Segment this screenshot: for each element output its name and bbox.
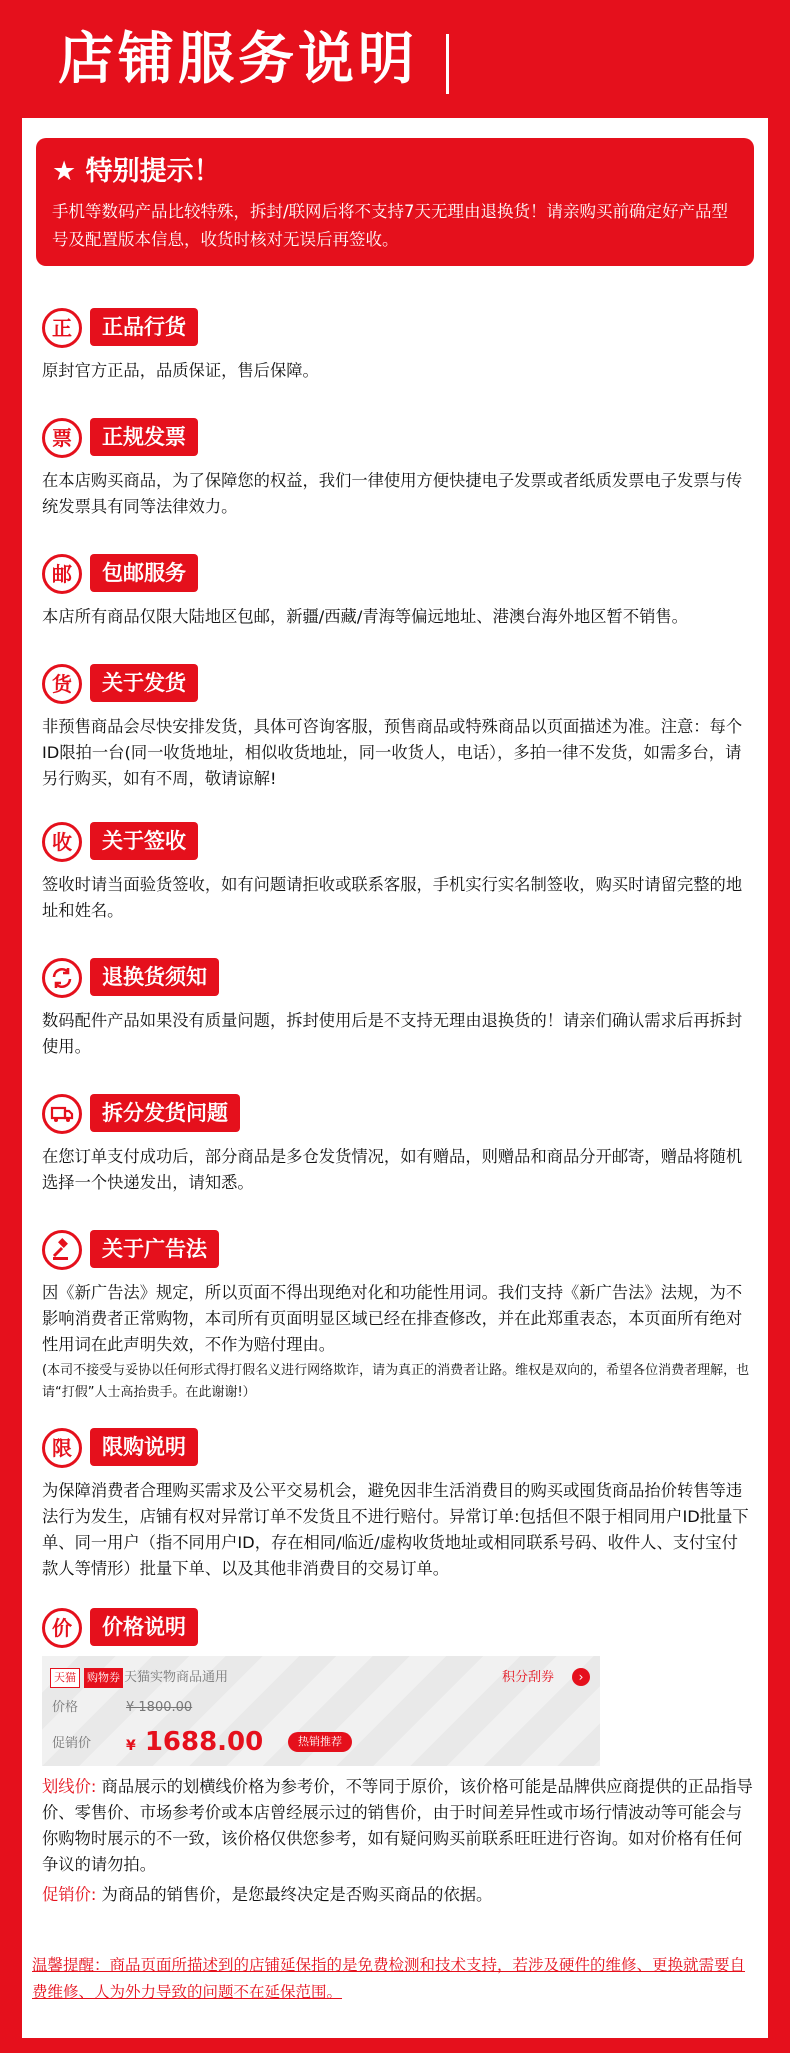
section-title: 关于广告法 <box>90 1230 219 1268</box>
section-receipt <box>42 818 754 924</box>
special-notice <box>36 138 754 266</box>
section-limit <box>42 1424 754 1582</box>
notice-title: ★ 特别提示！ <box>52 156 221 187</box>
title-divider <box>446 34 449 94</box>
refresh-icon <box>42 958 82 998</box>
chevron-right-icon[interactable]: › <box>572 1668 590 1686</box>
section-body: 在您订单支付成功后，部分商品是多仓发货情况，如有赠品，则赠品和商品分开邮寄，赠品将随机选择一个快递发出，请知悉。 <box>42 1147 743 1192</box>
section-title: 关于发货 <box>90 664 198 702</box>
section-note: (本司不接受与妥协以任何形式得打假名义进行网络欺诈，请为真正的消费者让路。维权是双向的，希望各位消费者理解，也请“打假”人士高抬贵手。在此谢谢!） <box>42 1363 750 1400</box>
section-body: 为保障消费者合理购买需求及公平交易机会，避免因非生活消费目的购买或囤货商品抬价转售等违法行为发生，店铺有权对异常订单不发货且不进行赔付。异常订单:包括但不限于相同用户ID批量下单、同一用户（指不同用户ID，存在相同/临近/虚构收货地址或相同联系号码、收件人、支付宝付款人等情形）批量下单、以及其他非消费目的交易订单。 <box>42 1481 749 1578</box>
promo-price-desc <box>42 1882 754 1908</box>
price-icon: 价 <box>42 1608 82 1648</box>
section-title: 拆分发货问题 <box>90 1094 240 1132</box>
genuine-icon: 正 <box>42 308 82 348</box>
section-title: 包邮服务 <box>90 554 198 592</box>
section-body: 非预售商品会尽快安排发货，具体可咨询客服，预售商品或特殊商品以页面描述为准。注意：每个ID限拍一台(同一收货地址，相似收货地址，同一收货人，电话），多拍一律不发货，如需多台，请另行购买，如有不周，敬请谅解! <box>42 717 743 788</box>
promo-text: 为商品的销售价，是您最终决定是否购买商品的依据。 <box>101 1885 493 1904</box>
hot-badge: 热销推荐 <box>288 1732 352 1752</box>
points-link[interactable]: 积分刮券 <box>502 1670 555 1685</box>
section-body: 签收时请当面验货签收，如有问题请拒收或联系客服，手机实行实名制签收，购买时请留完整的地址和姓名。 <box>42 875 743 920</box>
currency-symbol: ¥ <box>126 1738 136 1754</box>
page-title: 店铺服务说明 <box>58 27 418 92</box>
mail-icon: 邮 <box>42 554 82 594</box>
list-price: ¥ 1800.00 <box>126 1700 193 1715</box>
section-invoice <box>42 414 754 520</box>
list-price-label: 价格 <box>52 1700 79 1715</box>
promo-label: 促销价: <box>42 1885 97 1904</box>
gavel-icon <box>42 1230 82 1270</box>
strike-price-desc <box>42 1774 754 1878</box>
strike-text: 商品展示的划横线价格为参考价，不等同于原价，该价格可能是品牌供应商提供的正品指导价、零售价、市场参考价或本店曾经展示过的销售价，由于时间差异性或市场行情波动等可能会与你购物时展示的不一致，该价格仅供您参考，如有疑问购买前联系旺旺进行咨询。如对价格有任何争议的请勿拍。 <box>42 1777 753 1874</box>
section-title: 正品行货 <box>90 308 198 346</box>
header <box>0 0 790 118</box>
invoice-icon: 票 <box>42 418 82 458</box>
section-title: 退换货须知 <box>90 958 219 996</box>
section-shipping-free <box>42 550 754 630</box>
section-body: 数码配件产品如果没有质量问题，拆封使用后是不支持无理由退换货的！请亲们确认需求后再拆封使用。 <box>42 1011 743 1056</box>
section-ad-law <box>42 1226 754 1404</box>
limit-icon: 限 <box>42 1428 82 1468</box>
section-body: 本店所有商品仅限大陆地区包邮，新疆/西藏/青海等偏远地址、港澳台海外地区暂不销售。 <box>42 607 688 626</box>
section-body: 原封官方正品，品质保证，售后保障。 <box>42 361 319 380</box>
section-title: 限购说明 <box>90 1428 198 1466</box>
coupon-desc: 天猫实物商品通用 <box>124 1670 229 1685</box>
section-title: 正规发票 <box>90 418 198 456</box>
goods-icon: 货 <box>42 664 82 704</box>
notice-body: 手机等数码产品比较特殊，拆封/联网后将不支持7天无理由退换货！请亲购买前确定好产品型号及配置版本信息，收货时核对无误后再签收。 <box>52 202 729 249</box>
section-returns <box>42 954 754 1060</box>
section-delivery <box>42 660 754 792</box>
price-example-card <box>42 1656 600 1766</box>
promo-price-label: 促销价 <box>52 1736 92 1751</box>
section-body: 在本店购买商品，为了保障您的权益，我们一律使用方便快捷电子发票或者纸质发票电子发票与传统发票具有同等法律效力。 <box>42 471 743 516</box>
promo-price <box>126 1724 263 1764</box>
truck-icon <box>42 1094 82 1134</box>
section-title: 价格说明 <box>90 1608 198 1646</box>
strike-label: 划线价: <box>42 1777 97 1796</box>
tmall-badge: 天猫 <box>50 1668 80 1688</box>
content-panel <box>22 118 768 2038</box>
section-split <box>42 1090 754 1196</box>
section-body: 因《新广告法》规定，所以页面不得出现绝对化和功能性用词。我们支持《新广告法》法规，为不影响消费者正常购物，本司所有页面明显区域已经在排查修改，并在此郑重表态，本页面所有绝对性用词在此声明失效，不作为赔付理由。 <box>42 1283 743 1354</box>
promo-price-value: 1688.00 <box>144 1727 264 1757</box>
section-genuine <box>42 304 754 384</box>
section-price <box>42 1604 754 1908</box>
section-title: 关于签收 <box>90 822 198 860</box>
receive-icon: 收 <box>42 822 82 862</box>
warm-tip: 温馨提醒：商品页面所描述到的店铺延保指的是免费检测和技术支持，若涉及硬件的维修、更换就需要自费维修、人为外力导致的问题不在延保范围。 <box>32 1956 746 2001</box>
coupon-badge: 购物券 <box>84 1668 123 1688</box>
